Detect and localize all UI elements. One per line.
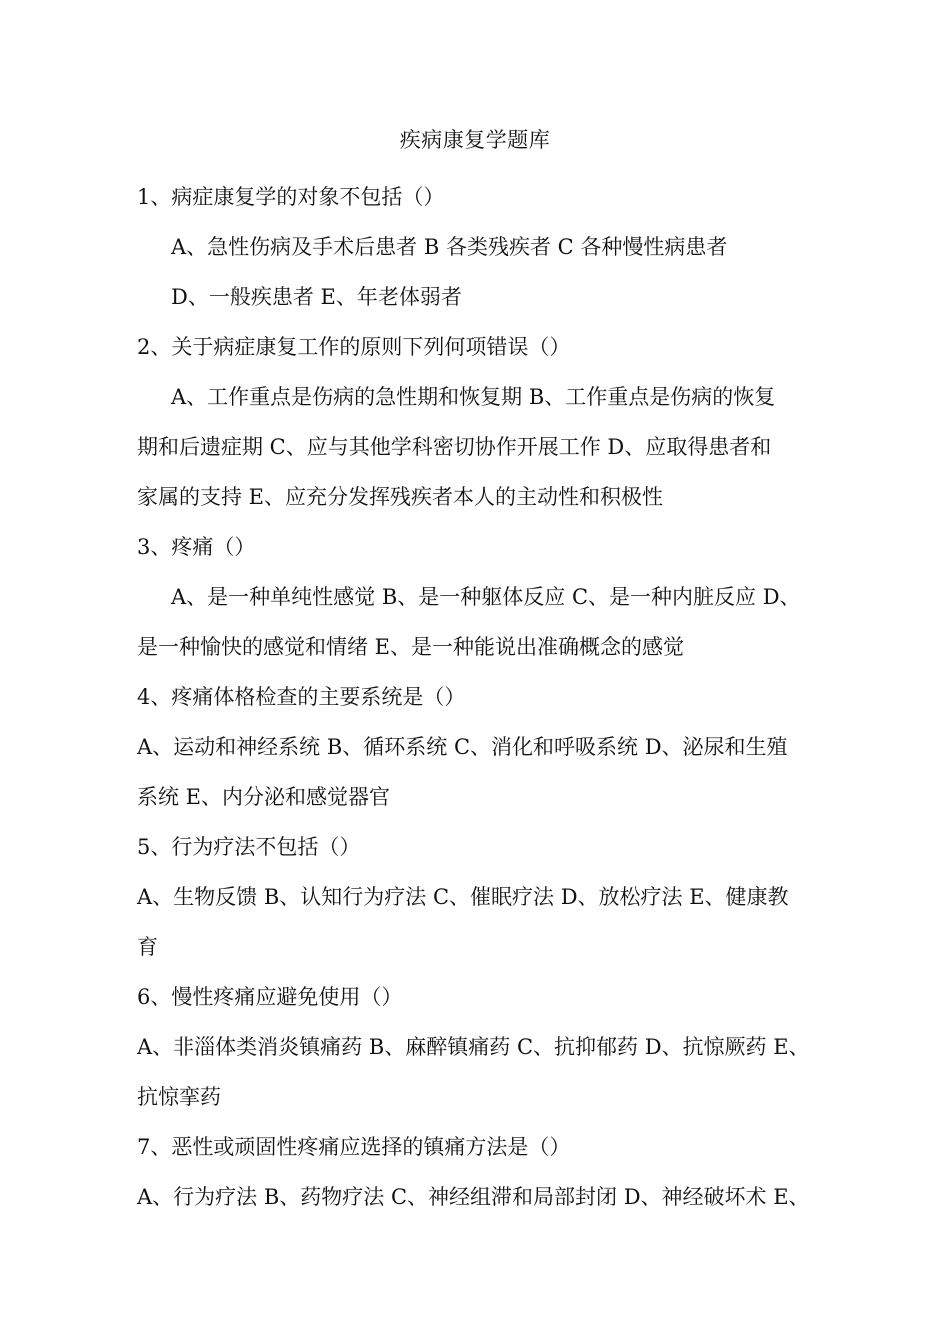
document-title: 疾病康复学题库 xyxy=(399,128,551,152)
question-5-options-line-1: A、生物反馈 B、认知行为疗法 C、催眠疗法 D、放松疗法 E、健康教 xyxy=(137,885,789,909)
question-6-stem: 6、慢性疼痛应避免使用（） xyxy=(137,985,403,1009)
question-3-stem: 3、疼痛（） xyxy=(137,535,256,559)
question-body xyxy=(137,172,827,1222)
question-4-stem: 4、疼痛体格检查的主要系统是（） xyxy=(137,685,466,709)
question-1-options-line-2: D、一般疾患者 E、年老体弱者 xyxy=(171,285,462,309)
question-6-options-line-1: A、非淄体类消炎镇痛药 B、麻醉镇痛药 C、抗抑郁药 D、抗惊厥药 E、 xyxy=(137,1035,810,1059)
question-5-stem: 5、行为疗法不包括（） xyxy=(137,835,361,859)
question-4-options-line-1: A、运动和神经系统 B、循环系统 C、消化和呼吸系统 D、泌尿和生殖 xyxy=(137,735,788,759)
question-6-options-line-2: 抗惊挛药 xyxy=(137,1085,221,1109)
question-2-options-line-1: A、工作重点是伤病的急性期和恢复期 B、工作重点是伤病的恢复 xyxy=(171,385,776,409)
question-5-options-line-2: 育 xyxy=(137,935,158,959)
question-2-options-line-2: 期和后遗症期 C、应与其他学科密切协作开展工作 D、应取得患者和 xyxy=(137,435,772,459)
question-3-options-line-2: 是一种愉快的感觉和情绪 E、是一种能说出准确概念的感觉 xyxy=(137,635,685,659)
question-7-stem: 7、恶性或顽固性疼痛应选择的镇痛方法是（） xyxy=(137,1135,571,1159)
question-2-stem: 2、关于病症康复工作的原则下列何项错误（） xyxy=(137,335,571,359)
question-7-options-line-1: A、行为疗法 B、药物疗法 C、神经组滞和局部封闭 D、神经破坏术 E、 xyxy=(137,1185,810,1209)
question-3-options-line-1: A、是一种单纯性感觉 B、是一种躯体反应 C、是一种内脏反应 D、 xyxy=(171,585,801,609)
question-1-stem: 1、病症康复学的对象不包括（） xyxy=(137,185,445,209)
question-2-options-line-3: 家属的支持 E、应充分发挥残疾者本人的主动性和积极性 xyxy=(137,485,664,509)
question-4-options-line-2: 系统 E、内分泌和感觉器官 xyxy=(137,785,391,809)
question-1-options-line-1: A、急性伤病及手术后患者 B 各类残疾者 C 各种慢性病患者 xyxy=(171,235,728,259)
